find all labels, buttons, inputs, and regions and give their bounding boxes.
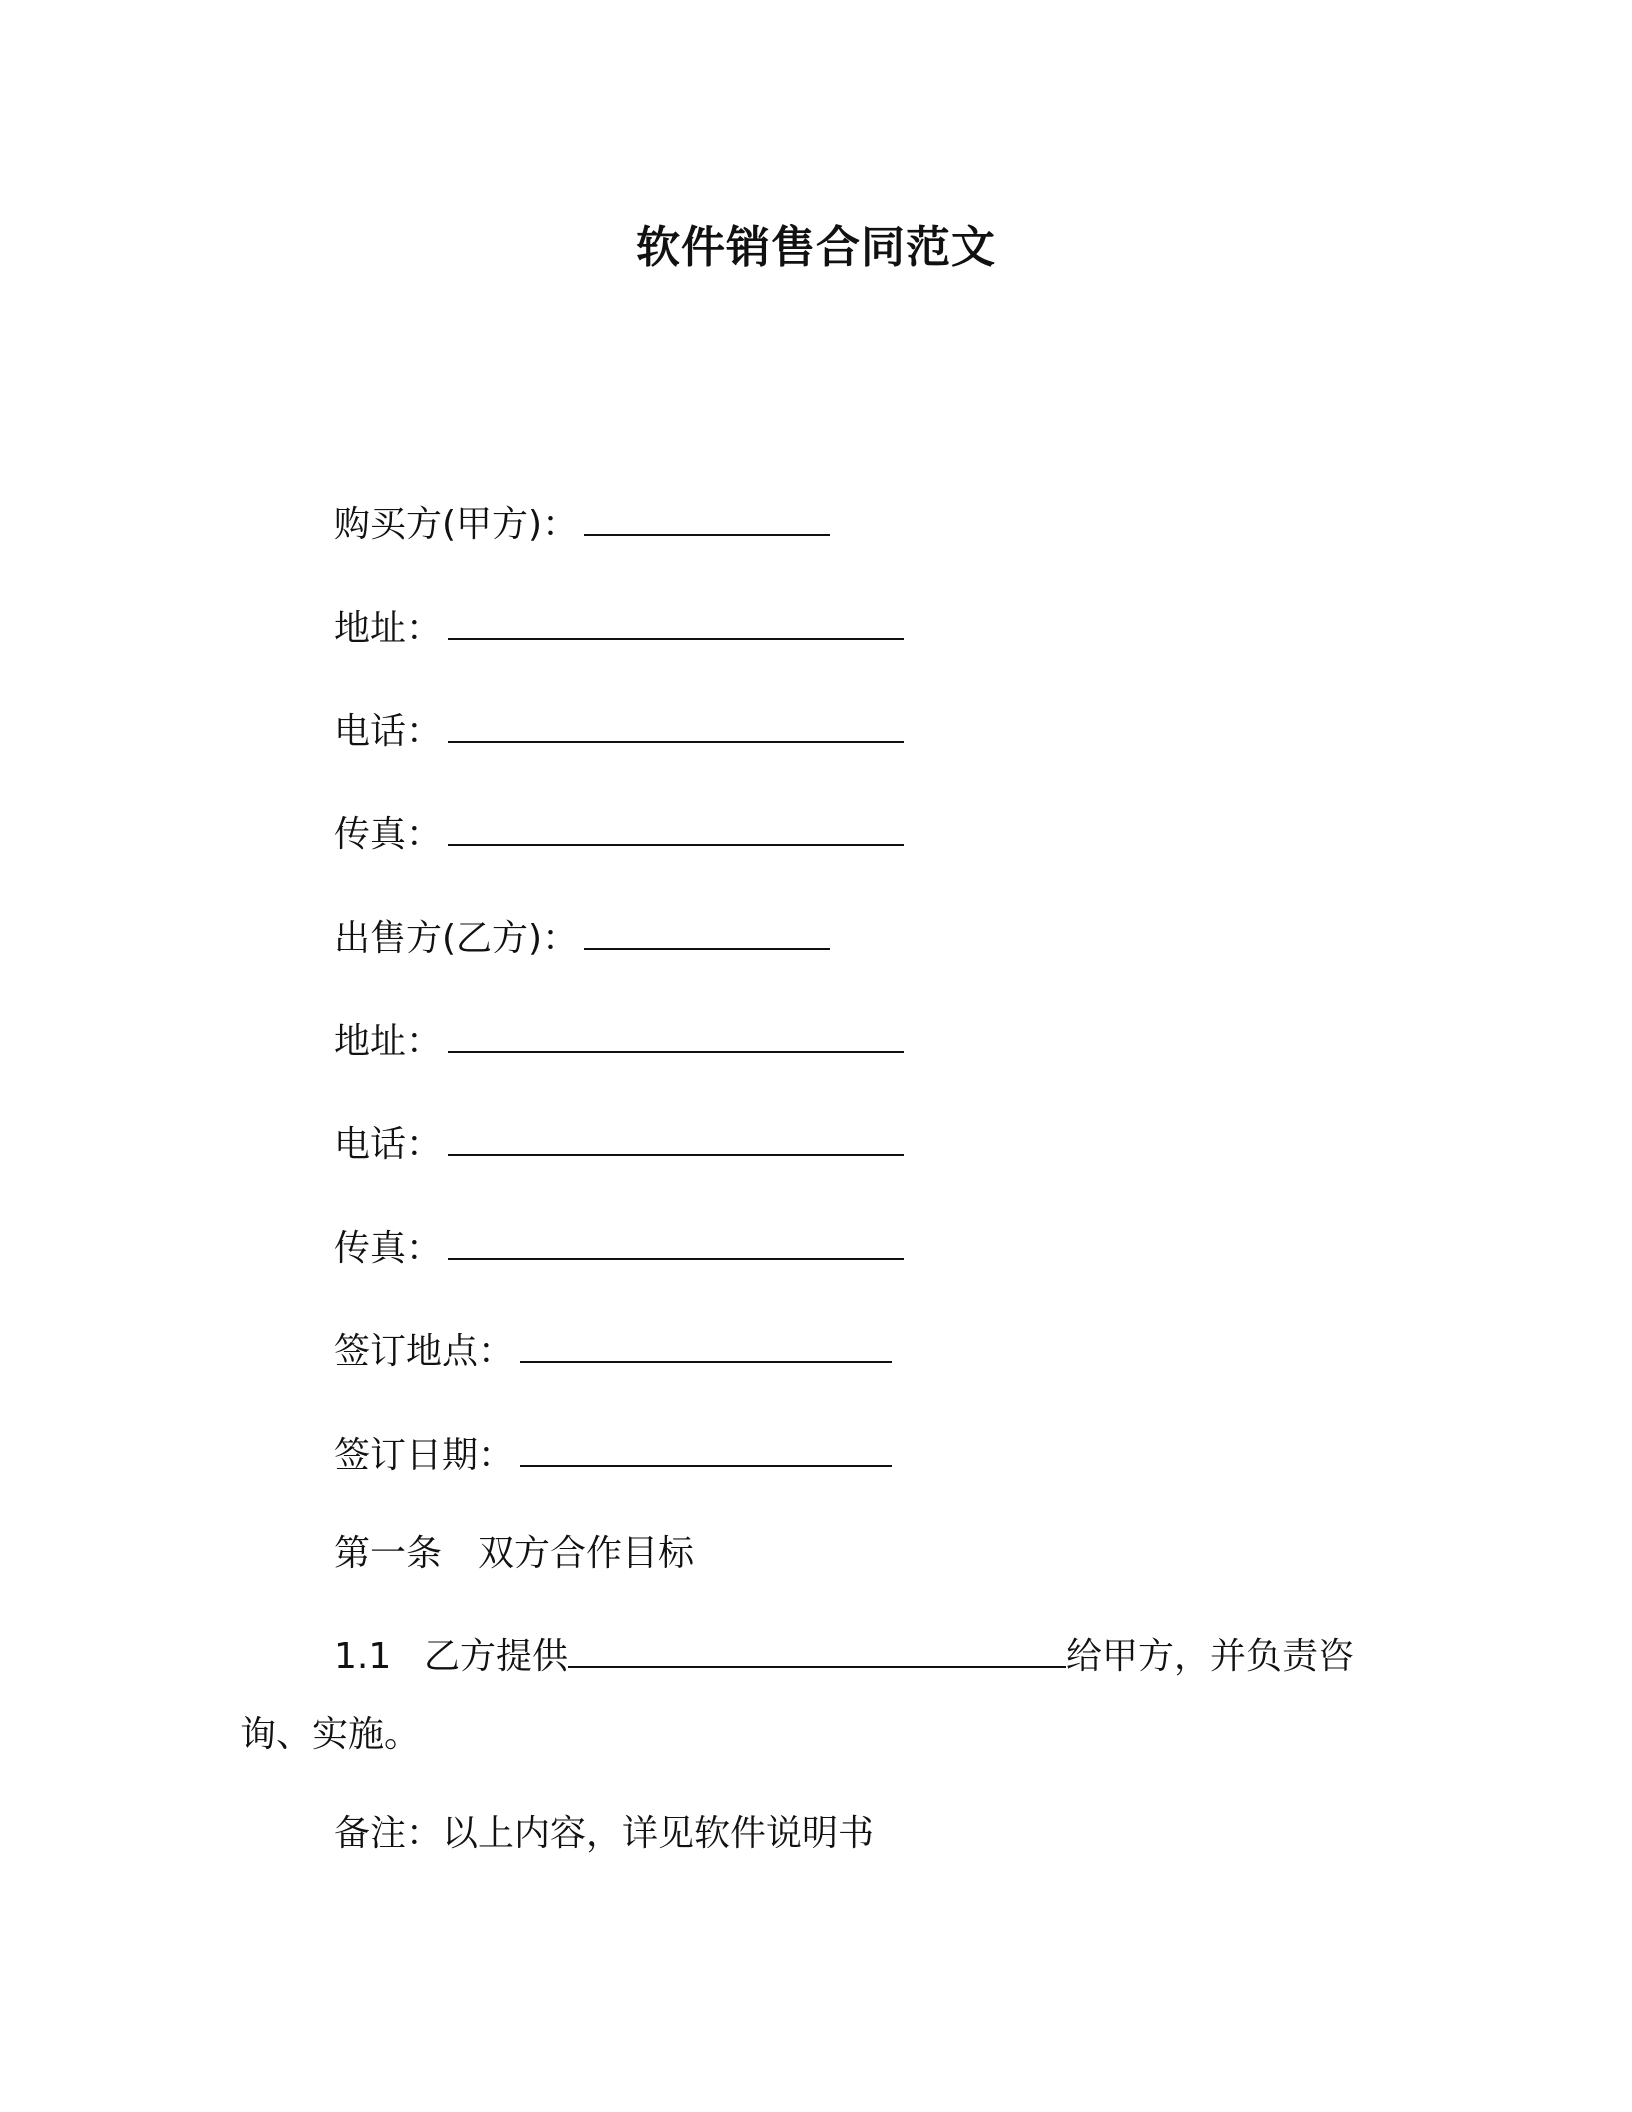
seller-phone-line	[334, 1114, 904, 1171]
note-text: 备注：以上内容，详见软件说明书	[334, 1813, 875, 1854]
seller-address-label: 地址：	[334, 1021, 443, 1062]
buyer-phone-blank[interactable]	[448, 701, 904, 743]
buyer-party-label: 购买方(甲方)：	[334, 504, 579, 545]
signing-date-blank[interactable]	[520, 1425, 892, 1467]
clause-1-1	[240, 1618, 1420, 1774]
clause-1-1-text-after: 给甲方，并负责咨询、实施。	[240, 1636, 1355, 1755]
signing-place-blank[interactable]	[520, 1321, 892, 1363]
seller-fax-label: 传真：	[334, 1228, 443, 1269]
clause-1-1-text-before: 乙方提供	[424, 1636, 569, 1677]
clause-1-1-blank[interactable]	[568, 1626, 1066, 1668]
seller-party-line	[334, 908, 830, 965]
buyer-party-blank[interactable]	[584, 494, 830, 536]
buyer-party-line	[334, 494, 830, 551]
seller-address-blank[interactable]	[448, 1011, 904, 1053]
seller-party-blank[interactable]	[584, 908, 830, 950]
buyer-fax-line	[334, 804, 904, 861]
seller-fax-line	[334, 1218, 904, 1275]
signing-place-line	[334, 1321, 892, 1378]
signing-place-label: 签订地点：	[334, 1331, 515, 1372]
buyer-fax-blank[interactable]	[448, 804, 904, 846]
buyer-address-line	[334, 598, 904, 655]
clause-1-1-number: 1.1	[334, 1636, 392, 1677]
buyer-phone-label: 电话：	[334, 711, 443, 752]
buyer-phone-line	[334, 701, 904, 758]
buyer-address-label: 地址：	[334, 608, 443, 649]
signing-date-line	[334, 1425, 892, 1482]
document-title: 软件销售合同范文	[636, 222, 996, 273]
seller-phone-label: 电话：	[334, 1124, 443, 1165]
seller-phone-blank[interactable]	[448, 1114, 904, 1156]
buyer-fax-label: 传真：	[334, 814, 443, 855]
note-line	[334, 1808, 874, 1860]
signing-date-label: 签订日期：	[334, 1435, 515, 1476]
article-1-number: 第一条	[334, 1533, 443, 1574]
seller-address-line	[334, 1011, 904, 1068]
seller-party-label: 出售方(乙方)：	[334, 918, 579, 959]
seller-fax-blank[interactable]	[448, 1218, 904, 1260]
article-1-title: 双方合作目标	[478, 1533, 695, 1574]
article-1-heading	[334, 1528, 694, 1580]
buyer-address-blank[interactable]	[448, 598, 904, 640]
